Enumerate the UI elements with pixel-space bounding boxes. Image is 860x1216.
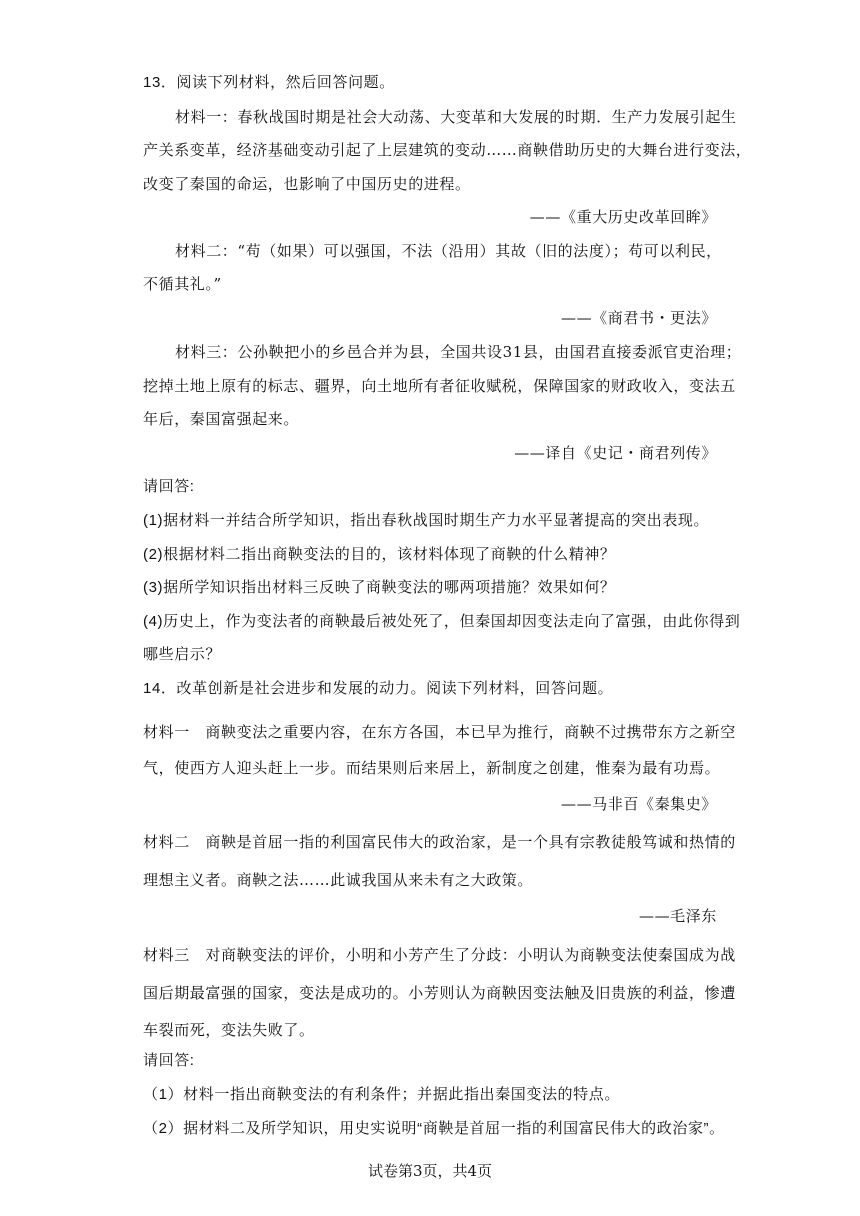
q14-question-2: （2）据材料二及所学知识，用史实说明“商鞅是首屈一指的利国富民伟大的政治家”。 — [143, 1120, 725, 1137]
q13-material-2-line-2: 不循其礼。” — [143, 275, 222, 293]
q14-material-3-line-1: 材料三 对商鞅变法的评价，小明和小芳产生了分歧：小明认为商鞅变法使秦国成为战 — [143, 946, 736, 964]
page-footer: 试卷第3页，共4页 — [367, 1162, 493, 1180]
q13-answer-prompt: 请回答: — [143, 478, 195, 495]
q13-material-1-line-2: 产关系变革，经济基础变动引起了上层建筑的变动……商鞅借助历史的大舞台进行变法， — [143, 141, 752, 159]
q13-question-4-line-2: 哪些启示？ — [143, 646, 222, 663]
q14-material-1-line-2: 气，使西方人迎头赶上一步。而结果则后来居上，新制度之创建，惟秦为最有功焉。 — [143, 759, 721, 777]
q13-material-1-line-1: 材料一：春秋战国时期是社会大动荡、大变革和大发展的时期．生产力发展引起生 — [175, 108, 737, 126]
question-13-title: 13．阅读下列材料，然后回答问题。 — [143, 74, 395, 91]
q14-material-1-source: ——马非百《秦集史》 — [560, 795, 717, 813]
q14-material-2-source: ——毛泽东 — [638, 907, 717, 925]
q13-material-3-source: ——译自《史记・商君列传》 — [514, 444, 717, 462]
q13-material-3-line-2: 挖掉土地上原有的标志、疆界，向土地所有者征收赋税，保障国家的财政收入，变法五 — [143, 377, 736, 395]
q13-material-2-line-1: 材料二：“苟（如果）可以强国，不法（沿用）其故（旧的法度）；苟可以利民， — [175, 242, 722, 260]
q13-question-1: (1)据材料一并结合所学知识，指出春秋战国时期生产力水平显著提高的突出表现。 — [143, 512, 710, 529]
q13-material-3-line-3: 年后，秦国富强起来。 — [143, 410, 300, 428]
question-14-title: 14．改革创新是社会进步和发展的动力。阅读下列材料，回答问题。 — [143, 680, 614, 697]
q13-material-2-source: ——《商君书・更法》 — [560, 309, 717, 327]
q13-material-3-line-1: 材料三：公孙鞅把小的乡邑合并为县，全国共设31县，由国君直接委派官吏治理； — [175, 343, 742, 361]
q14-material-2-line-2: 理想主义者。商鞅之法……此诚我国从来未有之大政策。 — [143, 871, 534, 889]
q13-question-4-line-1: (4)历史上，作为变法者的商鞅最后被处死了，但秦国却因变法走向了富强，由此你得到 — [143, 613, 741, 630]
q13-question-3: (3)据所学知识指出材料三反映了商鞅变法的哪两项措施？效果如何？ — [143, 579, 616, 596]
q14-question-1: （1）材料一指出商鞅变法的有利条件；并据此指出秦国变法的特点。 — [143, 1086, 620, 1103]
q14-material-3-line-3: 车裂而死，变法失败了。 — [143, 1021, 315, 1039]
q13-material-1-source: ——《重大历史改革回眸》 — [529, 208, 717, 226]
q14-material-3-line-2: 国后期最富强的国家，变法是成功的。小芳则认为商鞅因变法触及旧贵族的利益，惨遭 — [143, 984, 736, 1002]
q14-material-2-line-1: 材料二 商鞅是首屈一指的利国富民伟大的政治家，是一个具有宗教徒般笃诚和热情的 — [143, 833, 736, 851]
q14-answer-prompt: 请回答: — [143, 1052, 195, 1069]
q13-material-1-line-3: 改变了秦国的命运，也影响了中国历史的进程。 — [143, 175, 471, 193]
q14-material-1-line-1: 材料一 商鞅变法之重要内容，在东方各国，本已早为推行，商鞅不过携带东方之新空 — [143, 723, 736, 741]
q13-question-2: (2)根据材料二指出商鞅变法的目的，该材料体现了商鞅的什么精神？ — [143, 546, 616, 563]
